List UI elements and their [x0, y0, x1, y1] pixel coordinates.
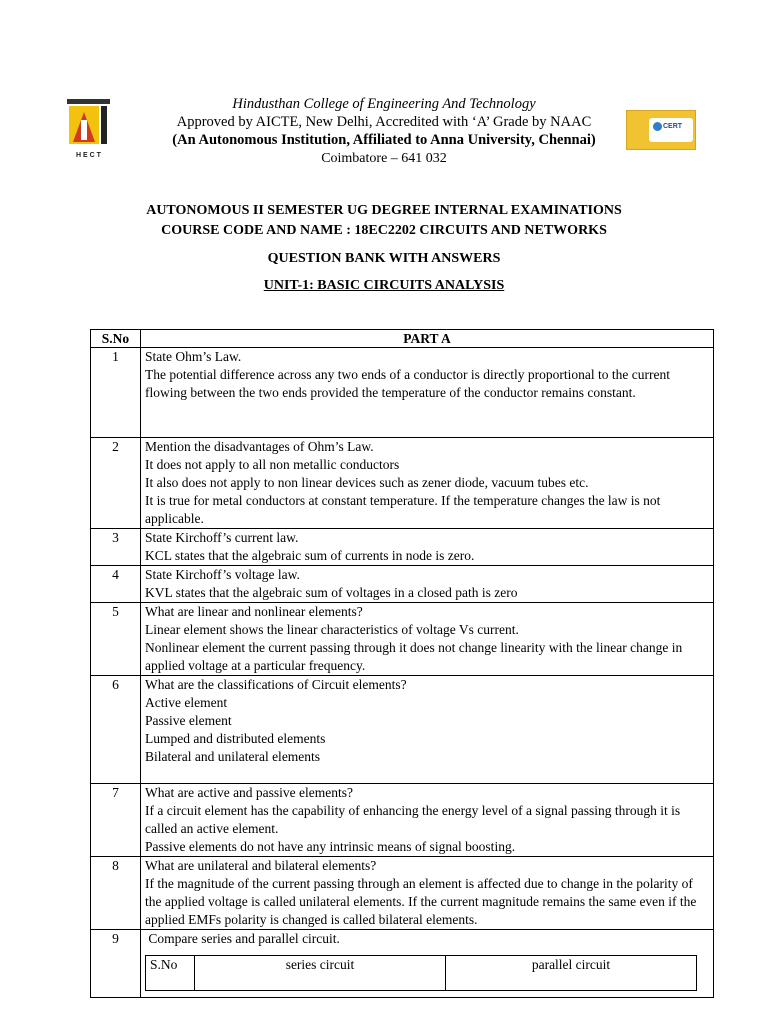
question-cell	[141, 676, 714, 784]
question-cell	[141, 438, 714, 529]
question-table	[90, 329, 714, 998]
table-row	[91, 857, 714, 930]
table-body	[91, 348, 714, 998]
answer-text: Lumped and distributed elements	[145, 731, 326, 746]
question-number: 5	[91, 603, 141, 676]
question-number: 7	[91, 784, 141, 857]
question-number: 6	[91, 676, 141, 784]
question-text: What are linear and nonlinear elements?	[145, 604, 363, 619]
answer-text: KCL states that the algebraic sum of currents in node is zero.	[145, 548, 475, 563]
unit-title-text: UNIT-1: BASIC CIRCUITS ANALYSIS	[263, 278, 505, 293]
autonomous-line: (An Autonomous Institution, Affiliated to Anna University, Chennai)	[172, 132, 596, 148]
table-row	[91, 348, 714, 438]
cert-label: CERT	[663, 123, 683, 130]
college-name: Hindusthan College of Engineering And Technology	[232, 96, 536, 112]
comparison-header-2: series circuit	[195, 956, 446, 991]
answer-text: Active element	[145, 695, 228, 710]
table-header-row	[91, 330, 714, 348]
answer-text: KVL states that the algebraic sum of voltages in a closed path is zero	[145, 585, 518, 600]
answer-text: It does not apply to all non metallic conductors	[145, 457, 400, 472]
table-row	[91, 603, 714, 676]
header-part: PART A	[141, 330, 714, 348]
bank-title: QUESTION BANK WITH ANSWERS	[267, 251, 501, 266]
table-row	[91, 784, 714, 857]
table-row	[91, 566, 714, 603]
question-cell	[141, 348, 714, 438]
unit-title	[0, 278, 768, 294]
table-row	[91, 676, 714, 784]
answer-text: Passive elements do not have any intrinsic means of signal boosting.	[145, 839, 516, 854]
comparison-header-row	[146, 956, 697, 991]
answer-text: If the magnitude of the current passing through an element is affected due to change in the polarity of the applied voltage is called unilateral elements. If the current magnitude remains the same even if the applied EMFs polarity is changed is called bilateral elements.	[145, 876, 697, 927]
question-number: 3	[91, 529, 141, 566]
question-text: Compare series and parallel circuit.	[145, 931, 340, 946]
comparison-header-1: S.No	[146, 956, 195, 991]
question-text: State Kirchoff’s current law.	[145, 530, 299, 545]
document-header	[0, 96, 768, 176]
question-cell	[141, 529, 714, 566]
answer-text: It also does not apply to non linear devices such as zener diode, vacuum tubes etc.	[145, 475, 589, 490]
approval-line: Approved by AICTE, New Delhi, Accredited with ‘A’ Grade by NAAC	[176, 114, 592, 130]
question-text: Mention the disadvantages of Ohm’s Law.	[145, 439, 374, 454]
answer-text: If a circuit element has the capability of enhancing the energy level of a signal passing through it is called an active element.	[145, 803, 681, 836]
question-number: 2	[91, 438, 141, 529]
answer-text: The potential difference across any two ends of a conductor is directly proportional to the current flowing between the two ends provided the temperature of the conductor remains constant.	[145, 367, 670, 400]
question-text: State Kirchoff’s voltage law.	[145, 567, 300, 582]
answer-text: Passive element	[145, 713, 232, 728]
question-number: 1	[91, 348, 141, 438]
comparison-table	[145, 955, 697, 991]
question-cell	[141, 784, 714, 857]
question-cell	[141, 603, 714, 676]
answer-text: It is true for metal conductors at constant temperature. If the temperature changes the law is not applicable.	[145, 493, 661, 526]
question-cell	[141, 857, 714, 930]
table-row	[91, 529, 714, 566]
question-number: 8	[91, 857, 141, 930]
course-title: COURSE CODE AND NAME : 18EC2202 CIRCUITS AND NETWORKS	[161, 223, 607, 238]
table-row	[91, 930, 714, 998]
question-number: 4	[91, 566, 141, 603]
question-text: What are active and passive elements?	[145, 785, 354, 800]
question-cell	[141, 566, 714, 603]
answer-text: Bilateral and unilateral elements	[145, 749, 321, 764]
comparison-header-3: parallel circuit	[446, 956, 697, 991]
table-row	[91, 438, 714, 529]
answer-text: Nonlinear element the current passing through it does not change linearity with the linear change in applied voltage at a particular frequency.	[145, 640, 683, 673]
question-text: What are unilateral and bilateral elements?	[145, 858, 377, 873]
question-number: 9	[91, 930, 141, 998]
question-cell	[141, 930, 714, 998]
city-line: Coimbatore – 641 032	[321, 151, 447, 166]
question-text: What are the classifications of Circuit elements?	[145, 677, 407, 692]
logo-initials: H E C T	[76, 152, 101, 159]
header-sno: S.No	[91, 330, 141, 348]
answer-text: Linear element shows the linear characteristics of voltage Vs current.	[145, 622, 519, 637]
question-text: State Ohm’s Law.	[145, 349, 242, 364]
exam-title: AUTONOMOUS II SEMESTER UG DEGREE INTERNAL EXAMINATIONS	[146, 203, 622, 218]
